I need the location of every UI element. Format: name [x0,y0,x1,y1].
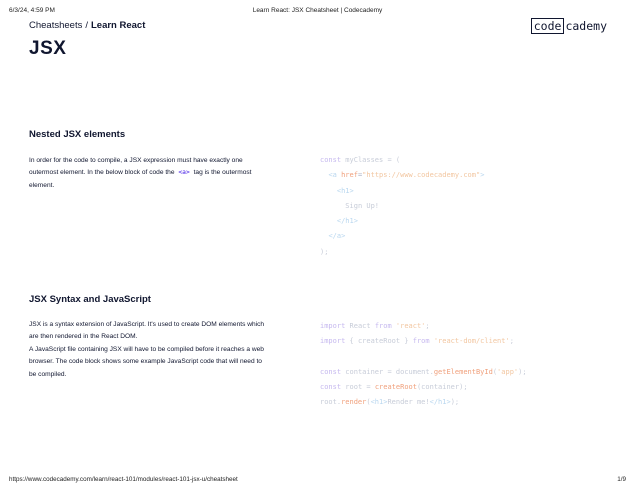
code-line: Sign Up! [345,201,380,210]
body-line: element. [29,181,55,189]
code-line: const root = createRoot(container); [320,383,468,392]
body-line: JSX is a syntax extension of JavaScript. It's used to create DOM elements which [29,321,265,328]
body-line: are then rendered in the React DOM. [29,333,138,341]
code-block-nested-jsx [320,156,484,263]
logo-rest-text: cademy [565,19,607,33]
code-line: root.render(<h1>Render me!</h1>); [320,398,460,407]
breadcrumb-separator: / [85,20,88,31]
code-line: const myClasses = ( [320,156,401,164]
codecademy-logo[interactable] [531,18,607,34]
code-line: <h1> [336,186,354,195]
code-line: import React from 'react'; [320,322,430,330]
code-line: ); [320,247,329,256]
print-page-number: 1/9 [617,476,626,483]
body-line: In order for the code to compile, a JSX expression must have exactly one [29,157,243,164]
section-title-jsx-syntax: JSX Syntax and JavaScript [29,294,151,305]
breadcrumb [29,20,145,31]
body-line: A JavaScript file containing JSX will have to be compiled before it reaches a web [29,345,264,353]
breadcrumb-link-cheatsheets[interactable]: Cheatsheets [29,20,83,31]
section-title-nested-jsx: Nested JSX elements [29,129,126,140]
body-text: tag is the outermost [193,169,252,177]
print-timestamp: 6/3/24, 4:59 PM [9,7,55,14]
code-line [320,353,527,368]
code-line: <a href="https://www.codecademy.com"> [328,171,485,180]
logo-boxed-text: code [531,18,565,34]
body-text: outermost element. In the below block of code the [29,169,175,177]
code-line: import { createRoot } from 'react-dom/client'; [320,337,514,346]
code-line: const container = document.getElementById('app'); [320,367,527,376]
code-block-jsx-syntax [320,322,527,414]
print-document-title: Learn React: JSX Cheatsheet | Codecademy [252,7,383,14]
body-line: browser. The code block shows some example JavaScript code that will need to [29,358,262,366]
code-line: </h1> [336,217,358,226]
print-url: https://www.codecademy.com/learn/react-101/modules/react-101-jsx-u/cheatsheet [9,476,238,483]
section-body-jsx-syntax [29,319,291,381]
body-line [29,167,291,179]
inline-code-a-tag: <a> [178,169,190,177]
breadcrumb-current[interactable]: Learn React [90,20,146,31]
section-body-nested-jsx [29,155,291,192]
body-line: be compiled. [29,370,67,378]
code-line: </a> [328,232,346,241]
page-title: JSX [29,38,67,59]
print-footer [9,476,626,483]
